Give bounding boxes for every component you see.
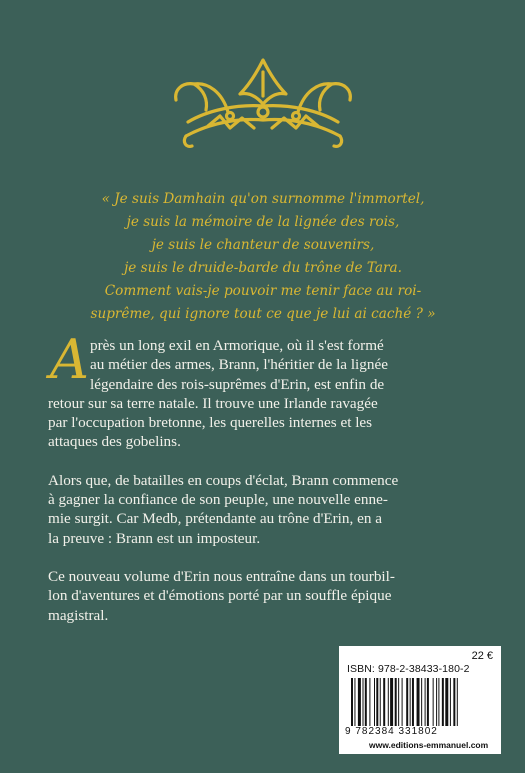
- quote-line: je suis le chanteur de souvenirs,: [151, 237, 375, 253]
- text-line: à gagner la confiance de son peuple, une nouvelle enne-: [48, 491, 388, 509]
- barcode-bar: [427, 678, 429, 726]
- barcode-icon: [351, 678, 493, 726]
- text-line: Ce nouveau volume d'Erin nous entraîne dans un tourbil-: [48, 567, 395, 585]
- barcode-bar: [398, 678, 399, 726]
- quote-line: « Je suis Damhain qu'on surnomme l'immortel,: [101, 191, 425, 207]
- barcode-panel: [339, 646, 501, 754]
- ean-number: 9 782384 331802: [345, 726, 438, 737]
- text-line: magistral.: [48, 606, 109, 624]
- quote-line: je suis la mémoire de la lignée des rois,: [126, 214, 400, 230]
- text-line: au métier des armes, Brann, l'héritier de la lignée: [90, 356, 388, 374]
- barcode-bar: [457, 678, 458, 726]
- barcode-bar: [376, 678, 378, 726]
- isbn: ISBN: 978-2-38433-180-2: [347, 663, 470, 675]
- barcode-bar: [410, 678, 411, 726]
- barcode-bar: [425, 678, 426, 726]
- barcode-bar: [433, 678, 434, 726]
- barcode-bar: [390, 678, 393, 726]
- back-cover-summary: [48, 328, 478, 644]
- barcode-bar: [412, 678, 414, 726]
- golden-crown-icon: [168, 52, 358, 152]
- barcode-bar: [351, 678, 353, 726]
- barcode-bar: [369, 678, 370, 726]
- text-line: légendaire des rois-suprêmes d'Erin, est enfin de: [90, 375, 385, 393]
- text-line: par l'occupation bretonne, les querelles internes et les: [48, 414, 373, 432]
- quote-line: je suis le druide-barde du trône de Tara.: [124, 260, 402, 276]
- text-line: lon d'aventures et d'émotions porté par un souffle épique: [48, 587, 392, 605]
- publisher-website: www.editions-emmanuel.com: [369, 740, 489, 750]
- barcode-bar: [450, 678, 451, 726]
- quote-block: [40, 188, 486, 326]
- barcode-bar: [445, 678, 448, 726]
- barcode-bar: [365, 678, 367, 726]
- text-line: la preuve : Brann est un imposteur.: [48, 529, 261, 547]
- barcode-bar: [442, 678, 444, 726]
- paragraph-2: [48, 471, 478, 548]
- barcode-bar: [358, 678, 361, 726]
- price: 22 €: [471, 650, 493, 662]
- text-line: mie surgit. Car Medb, prétendante au trône d'Erin, en a: [48, 510, 382, 528]
- barcode-bar: [438, 678, 439, 726]
- text-line: retour sur sa terre natale. Il trouve une Irlande ravagée: [48, 394, 378, 412]
- barcode-bar: [383, 678, 385, 726]
- quote-line: Comment vais-je pouvoir me tenir face au roi-: [104, 283, 422, 299]
- quote-line: suprême, qui ignore tout ce que je lui ai caché ? »: [90, 306, 436, 322]
- barcode-bar: [380, 678, 381, 726]
- paragraph-3: [48, 567, 478, 625]
- barcode-bar: [363, 678, 364, 726]
- text-line: près un long exil en Armorique, où il s'est formé: [90, 337, 384, 354]
- barcode-bar: [436, 678, 437, 726]
- barcode-bar: [406, 678, 408, 726]
- barcode-bar: [402, 678, 403, 726]
- barcode-bar: [421, 678, 422, 726]
- barcode-bar: [395, 678, 397, 726]
- barcode-bar: [354, 678, 355, 726]
- barcode-bar: [417, 678, 420, 726]
- barcode-bar: [388, 678, 389, 726]
- text-line: Alors que, de batailles en coups d'éclat, Brann commence: [48, 471, 399, 489]
- dropcap: A: [50, 328, 89, 391]
- barcode-bar: [374, 678, 375, 726]
- paragraph-1: [48, 328, 478, 452]
- barcode-bar: [453, 678, 455, 726]
- text-line: attaques des gobelins.: [48, 433, 181, 451]
